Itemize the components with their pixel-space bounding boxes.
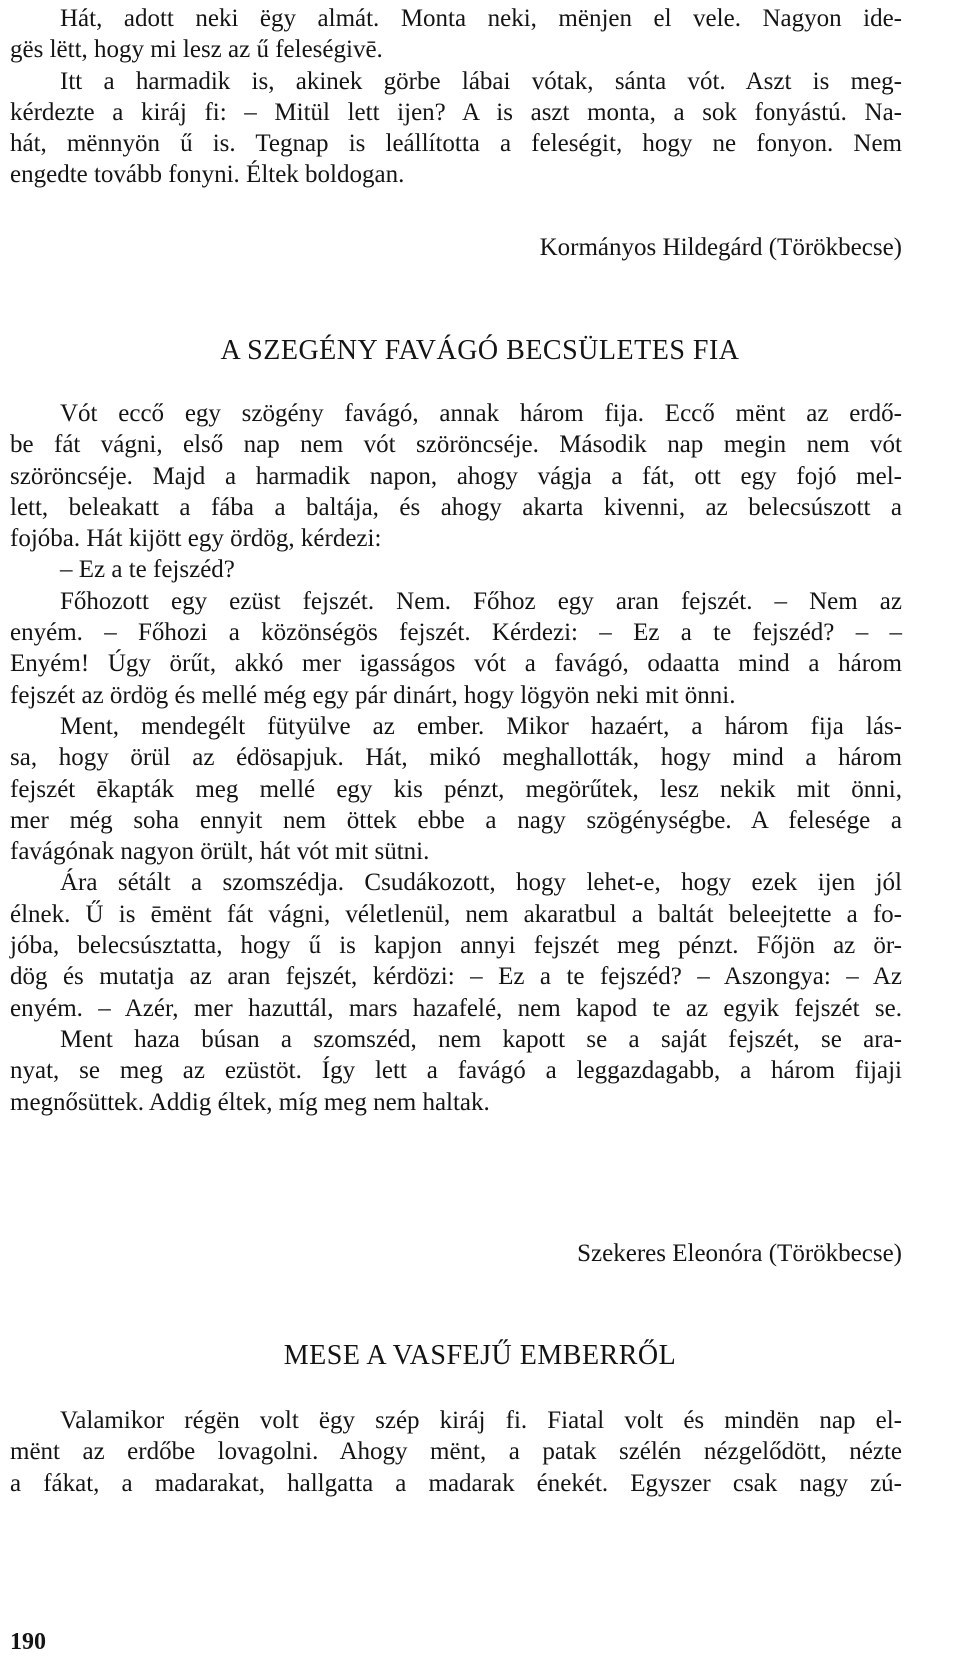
story3-body [10,1405,902,1499]
text-line: – Ez a te fejszéd? [60,556,235,584]
text-line: be fát vágni, első nap nem vót szöröncséje. Második nap megin nem vót [10,431,902,459]
text-line: Ára sétált a szomszédja. Csudákozott, hogy lehet-e, hogy ezek ijen jól [60,869,902,897]
text-line: kérdezte a kiráj fi: – Mitül lett ijen? A is aszt monta, a sok fonyástú. Na- [10,98,902,126]
text-line: enyém. – Főhozi a közönségös fejszét. Kérdezi: – Ez a te fejszéd? – – [10,619,902,647]
text-line: jóba, belecsúsztatta, hogy ű is kapjon annyi fejszét meg pénzt. Főjön az ör- [10,932,902,960]
byline: Kormányos Hildegárd (Törökbecse) [539,234,902,261]
story2-body [10,398,902,1118]
byline: Szekeres Eleonóra (Törökbecse) [577,1240,902,1267]
text-line: hát, mënnyön ű is. Tegnap is leállította a feleségit, hogy ne fonyon. Nem [10,130,902,158]
story1-ending [10,3,902,191]
page-number: 190 [10,1629,46,1655]
story-title: A SZEGÉNY FAVÁGÓ BECSÜLETES FIA [220,335,740,366]
text-line: Hát, adott neki ëgy almát. Monta neki, mënjen el vele. Nagyon ide- [60,5,902,32]
text-line: lett, beleakatt a fába a baltája, és ahogy akarta kivenni, az belecsúszott a [10,493,902,521]
text-line: fejszét ēkapták meg mellé egy kis pénzt, megörűtek, lesz nekik mit önni, [10,775,902,803]
text-line: élnek. Ű is ēmënt fát vágni, véletlenül, nem akaratbul a baltát beleejtette a fo- [10,900,902,928]
story-title: MESE A VASFEJŰ EMBERRŐL [283,1340,677,1371]
text-line: gës lëtt, hogy mi lesz az ű feleségivē. [10,36,383,64]
text-line: mënt az erdőbe lovagolni. Ahogy mënt, a patak szélén nézgelődött, nézte [10,1438,902,1466]
text-line: enyém. – Azér, mer hazuttál, mars hazafelé, nem kapod te az egyik fejszét se. [10,994,902,1022]
text-line: Valamikor régën volt ëgy szép kiráj fi. Fiatal volt és mindën nap el- [60,1407,902,1434]
text-line: nyat, se meg az ezüstöt. Így lett a favágó a leggazdagabb, a három fijaji [10,1057,902,1085]
text-line: fojóba. Hát kijött egy ördög, kérdezi: [10,525,382,553]
text-line: Ment haza búsan a szomszéd, nem kapott se a saját fejszét, se ara- [60,1025,902,1053]
text-line: Itt a harmadik is, akinek görbe lábai vótak, sánta vót. Aszt is meg- [60,67,902,95]
text-line: szöröncséje. Majd a harmadik napon, ahogy vágja a fát, ott egy fojó mel- [10,462,902,490]
text-line: mer még soha ennyit nem öttek ebbe a nagy szögénységbe. A felesége a [10,806,902,834]
text-line: fejszét az ördög és mellé még egy pár dinárt, hogy lögyön neki mit önni. [10,681,736,709]
text-line: Enyém! Úgy örűt, akkó mer igasságos vót a favágó, odaatta mind a három [10,650,902,678]
text-line: sa, hogy örül az édösapjuk. Hát, mikó meghallották, hogy mind a három [10,744,902,772]
text-line: a fákat, a madarakat, hallgatta a madarak énekét. Egyszer csak nagy zú- [10,1469,902,1497]
text-line: Főhozott egy ezüst fejszét. Nem. Főhoz egy aran fejszét. – Nem az [60,587,902,615]
text-line: favágónak nagyon örült, hát vót mit sütni. [10,838,430,866]
text-line: engedte tovább fonyni. Éltek boldogan. [10,161,405,189]
text-line: dög és mutatja az aran fejszét, kérdözi: – Ez a te fejszéd? – Aszongya: – Az [10,963,902,991]
text-line: megnősüttek. Addig éltek, míg meg nem haltak. [10,1088,490,1116]
text-line: Ment, mendegélt fütyülve az ember. Mikor hazaért, a három fija lás- [60,712,902,740]
text-line: Vót eccő egy szögény favágó, annak három fija. Eccő mënt az erdő- [60,400,902,427]
